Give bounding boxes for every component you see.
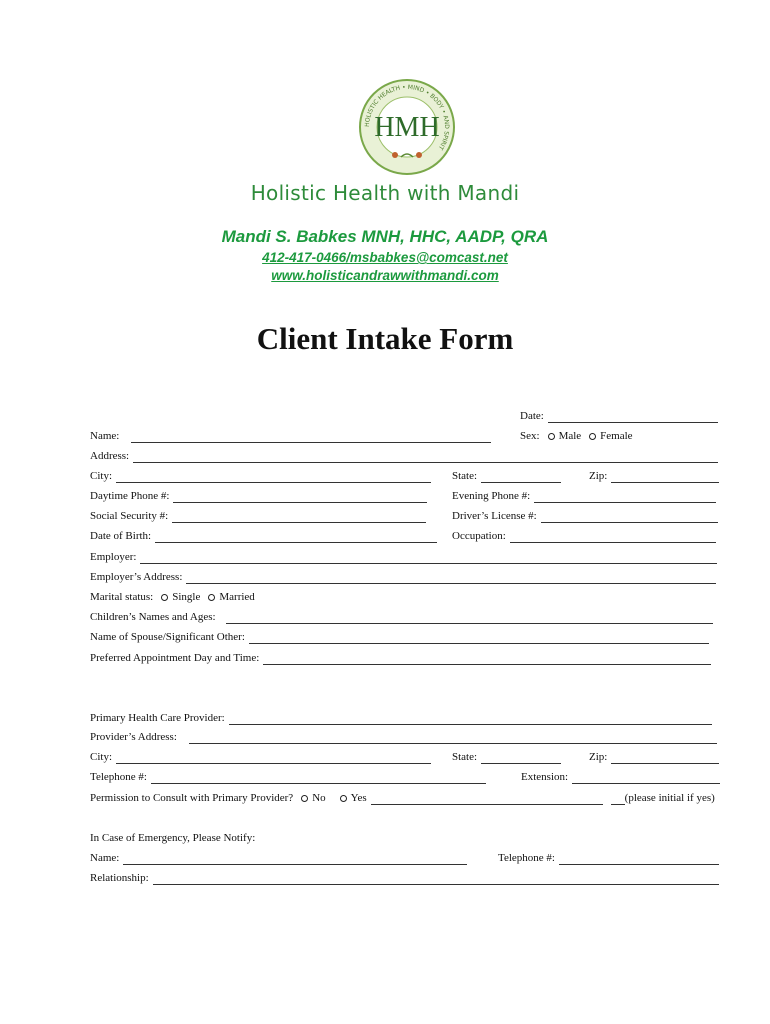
zip-field xyxy=(589,469,719,483)
zip-label: Zip: xyxy=(589,470,608,482)
radio-icon xyxy=(548,433,555,440)
state-label: State: xyxy=(452,470,478,482)
provider-zip-input[interactable] xyxy=(611,753,719,764)
provider-city-field xyxy=(90,750,431,764)
employers-address-input[interactable] xyxy=(186,573,716,584)
permission-yes-option[interactable]: Yes xyxy=(340,791,367,805)
preferred-appointment-input[interactable] xyxy=(263,654,711,665)
emergency-relationship-input[interactable] xyxy=(153,874,719,885)
date-field xyxy=(520,409,718,423)
name-input[interactable] xyxy=(131,432,491,443)
radio-icon xyxy=(301,795,308,802)
marital-single-option[interactable]: Single xyxy=(161,590,200,604)
marital-status-field xyxy=(90,590,255,604)
sex-label: Sex: xyxy=(520,430,540,442)
spouse-name-field xyxy=(90,630,709,644)
occupation-label: Occupation: xyxy=(452,530,506,542)
evening-phone-label: Evening Phone #: xyxy=(452,490,531,502)
provider-state-input[interactable] xyxy=(481,753,561,764)
drivers-license-input[interactable] xyxy=(541,512,718,523)
website-link[interactable]: www.holisticandrawwithmandi.com xyxy=(271,268,499,283)
permission-no-option[interactable]: No xyxy=(301,791,325,805)
employers-address-label: Employer’s Address: xyxy=(90,571,183,583)
svg-text:HOLISTIC HEALTH • MIND • BODY: HOLISTIC HEALTH • MIND • BODY • AND SPIRIT xyxy=(363,83,451,152)
date-of-birth-field xyxy=(90,529,437,543)
permission-label: Permission to Consult with Primary Provider? xyxy=(90,792,294,804)
preferred-appointment-label: Preferred Appointment Day and Time: xyxy=(90,652,260,664)
providers-address-label: Provider’s Address: xyxy=(90,731,177,743)
drivers-license-field xyxy=(452,509,718,523)
form-title: Client Intake Form xyxy=(256,321,514,356)
address-label: Address: xyxy=(90,450,130,462)
primary-provider-label: Primary Health Care Provider: xyxy=(90,712,225,724)
city-field xyxy=(90,469,431,483)
initial-note: (please initial if yes) xyxy=(624,792,715,804)
social-security-field xyxy=(90,509,426,523)
marital-married-option[interactable]: Married xyxy=(208,590,254,604)
emergency-name-field xyxy=(90,851,467,865)
evening-phone-input[interactable] xyxy=(534,492,716,503)
emergency-telephone-field xyxy=(498,851,719,865)
hmh-logo xyxy=(357,77,457,177)
provider-city-label: City: xyxy=(90,751,113,763)
childrens-names-label: Children’s Names and Ages: xyxy=(90,611,216,623)
emergency-telephone-input[interactable] xyxy=(559,854,719,865)
address-input[interactable] xyxy=(133,452,718,463)
daytime-phone-label: Daytime Phone #: xyxy=(90,490,170,502)
spouse-name-input[interactable] xyxy=(249,633,709,644)
provider-zip-label: Zip: xyxy=(589,751,608,763)
provider-extension-label: Extension: xyxy=(521,771,569,783)
initial-input[interactable] xyxy=(611,794,625,805)
childrens-names-input[interactable] xyxy=(226,613,713,624)
primary-provider-field xyxy=(90,711,712,725)
evening-phone-field xyxy=(452,489,716,503)
name-label: Name: xyxy=(90,430,120,442)
permission-yes-input[interactable] xyxy=(371,794,603,805)
childrens-names-field xyxy=(90,610,713,624)
zip-input[interactable] xyxy=(611,472,719,483)
provider-telephone-label: Telephone #: xyxy=(90,771,147,783)
provider-state-label: State: xyxy=(452,751,478,763)
radio-icon xyxy=(161,594,168,601)
provider-state-field xyxy=(452,750,561,764)
practitioner-credentials: Mandi S. Babkes MNH, HHC, AADP, QRA xyxy=(221,227,549,246)
radio-icon xyxy=(340,795,347,802)
date-of-birth-label: Date of Birth: xyxy=(90,530,152,542)
employers-address-field xyxy=(90,570,716,584)
provider-telephone-field xyxy=(90,770,486,784)
marital-status-label: Marital status: xyxy=(90,591,154,603)
date-input[interactable] xyxy=(548,412,718,423)
provider-zip-field xyxy=(589,750,719,764)
emergency-relationship-label: Relationship: xyxy=(90,872,149,884)
city-input[interactable] xyxy=(116,472,431,483)
sex-female-option[interactable]: Female xyxy=(589,429,632,443)
provider-extension-field xyxy=(521,770,720,784)
provider-telephone-input[interactable] xyxy=(151,773,486,784)
brand-name: Holistic Health with Mandi xyxy=(250,181,520,205)
state-field xyxy=(452,469,561,483)
social-security-input[interactable] xyxy=(172,512,426,523)
svg-text:HMH: HMH xyxy=(374,112,440,143)
emergency-telephone-label: Telephone #: xyxy=(498,852,555,864)
sex-field xyxy=(520,429,633,443)
providers-address-input[interactable] xyxy=(189,733,717,744)
name-field xyxy=(90,429,491,443)
daytime-phone-field xyxy=(90,489,427,503)
spouse-name-label: Name of Spouse/Significant Other: xyxy=(90,631,245,643)
radio-icon xyxy=(589,433,596,440)
occupation-field xyxy=(452,529,716,543)
emergency-name-label: Name: xyxy=(90,852,120,864)
employer-field xyxy=(90,550,717,564)
state-input[interactable] xyxy=(481,472,561,483)
city-label: City: xyxy=(90,470,113,482)
primary-provider-input[interactable] xyxy=(229,714,712,725)
radio-icon xyxy=(208,594,215,601)
date-of-birth-input[interactable] xyxy=(155,532,437,543)
employer-label: Employer: xyxy=(90,551,137,563)
phone-email-link[interactable]: 412-417-0466/msbabkes@comcast.net xyxy=(262,250,508,265)
occupation-input[interactable] xyxy=(510,532,716,543)
date-label: Date: xyxy=(520,410,544,422)
employer-input[interactable] xyxy=(140,553,717,564)
emergency-name-input[interactable] xyxy=(123,854,467,865)
sex-male-option[interactable]: Male xyxy=(548,429,582,443)
address-field xyxy=(90,449,718,463)
social-security-label: Social Security #: xyxy=(90,510,169,522)
drivers-license-label: Driver’s License #: xyxy=(452,510,537,522)
daytime-phone-input[interactable] xyxy=(173,492,427,503)
provider-extension-input[interactable] xyxy=(572,773,720,784)
emergency-relationship-field xyxy=(90,871,719,885)
providers-address-field xyxy=(90,730,717,744)
permission-field xyxy=(90,791,715,805)
emergency-heading: In Case of Emergency, Please Notify: xyxy=(90,832,256,844)
preferred-appointment-field xyxy=(90,651,711,665)
provider-city-input[interactable] xyxy=(116,753,431,764)
